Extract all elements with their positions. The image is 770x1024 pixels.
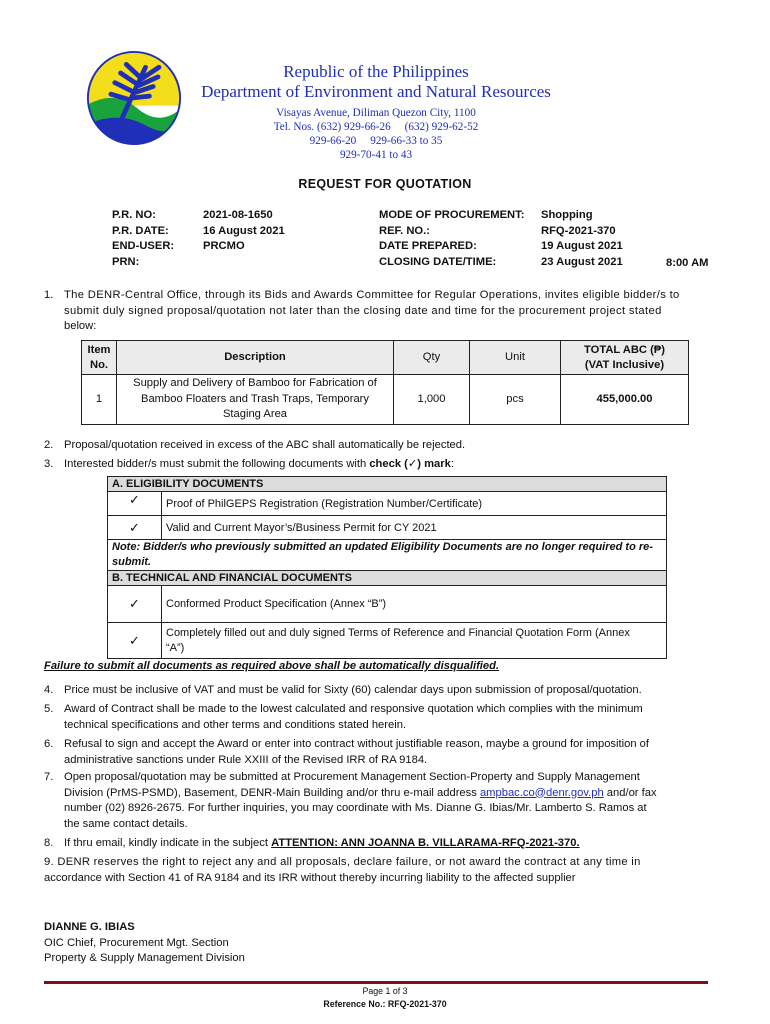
check-icon: ✓ (108, 516, 162, 540)
document-requirement (162, 623, 667, 659)
header-text: TOTAL ABC (₱) (584, 343, 665, 356)
table-row (108, 492, 667, 516)
prepared-label: DATE PREPARED: (379, 240, 477, 252)
paragraph-number: 5. (44, 703, 54, 715)
paragraph-6 (44, 737, 649, 768)
denr-logo-icon (86, 50, 182, 146)
paragraph-number: 6. (44, 738, 54, 750)
phone-line: 929-70-41 to 43 (339, 149, 413, 161)
paragraph-5 (44, 702, 643, 733)
pr-labels (112, 208, 174, 270)
col-unit-header: Unit (470, 341, 561, 375)
note-line: Note: Bidder/s who previously submitted an updated Eligibility Documents are no longer required to re- (112, 541, 653, 553)
paragraph-line: Refusal to sign and accept the Award or enter into contract without justifiable reason, maybe a ground for imposition of (64, 738, 649, 750)
col-item-header (82, 341, 117, 375)
pr-no-label: P.R. NO: (112, 209, 156, 221)
item-unit: pcs (470, 375, 561, 425)
paragraph-2 (44, 438, 465, 454)
document-requirement: Proof of PhilGEPS Registration (Registration Number/Certificate) (162, 492, 667, 516)
items-table (81, 340, 689, 425)
paragraph-9 (44, 855, 694, 886)
paragraph-text: Proposal/quotation received in excess of the ABC shall automatically be rejected. (64, 439, 466, 451)
republic-heading: Republic of the Philippines (283, 62, 469, 81)
paragraph-number: 2. (44, 439, 54, 451)
header-text: No. (89, 358, 109, 371)
table-row (82, 375, 689, 425)
eligibility-note (108, 540, 667, 571)
paragraph-line: administrative sanctions under Rule XXIII of the Revised IRR of RA 9184. (64, 753, 428, 766)
document-title: REQUEST FOR QUOTATION (298, 177, 472, 191)
check-icon: ✓ (108, 586, 162, 623)
section-a-row (108, 477, 667, 492)
description-line: Bamboo Floaters and Trash Traps, Temporary (141, 392, 369, 405)
mode-label: MODE OF PROCUREMENT: (379, 209, 525, 221)
text-span: If thru email, kindly indicate in the subject (64, 837, 272, 849)
document-requirement: Valid and Current Mayor’s/Business Permit for CY 2021 (162, 516, 667, 540)
page-footer (0, 985, 770, 1011)
footer-divider (44, 981, 708, 984)
signatory-title: OIC Chief, Procurement Mgt. Section (44, 936, 229, 949)
note-line: submit. (112, 556, 152, 568)
email-subject-instruction: ATTENTION: ANN JOANNA B. VILLARAMA-RFQ-2021-370. (271, 837, 580, 849)
paragraph-line: technical specifications and other terms and conditions stated herein. (64, 718, 407, 731)
section-b-row (108, 571, 667, 586)
text-span: Interested bidder/s must submit the following documents with (64, 458, 370, 470)
table-row (108, 623, 667, 659)
prepared-value: 19 August 2021 (541, 240, 623, 252)
paragraph-7 (44, 770, 657, 832)
description-line: Staging Area (222, 408, 288, 421)
paragraph-number: 7. (44, 771, 54, 783)
closing-time-value: 8:00 AM (666, 257, 709, 269)
text-span: and/or fax (603, 786, 657, 799)
end-user-value: PRCMO (203, 240, 245, 252)
paragraph-line: below: (64, 320, 97, 332)
pr-values (203, 208, 285, 255)
header-text: (VAT Inclusive) (584, 358, 665, 371)
text-span: Division (PrMS-PSMD), Basement, DENR-Main Building and/or thru e-mail address (64, 786, 477, 799)
signatory-name: DIANNE G. IBIAS (44, 921, 135, 933)
paragraph-text (64, 457, 454, 473)
paragraph-line: the same contact details. (64, 817, 188, 830)
technical-section-heading: B. TECHNICAL AND FINANCIAL DOCUMENTS (108, 571, 667, 586)
eligibility-section-heading: A. ELIGIBILITY DOCUMENTS (108, 477, 667, 492)
paragraph-4 (44, 683, 642, 699)
page-number: Page 1 of 3 (362, 986, 408, 996)
agency-header (190, 62, 562, 162)
paragraph-line: 9. DENR reserves the right to reject any and all proposals, declare failure, or not award the contract at any time in (44, 856, 641, 868)
mode-labels (379, 208, 524, 270)
paragraph-1 (44, 288, 680, 335)
signatory-block (44, 920, 245, 967)
paragraph-line (64, 786, 657, 802)
paragraph-number: 1. (44, 289, 54, 301)
paragraph-number: 8. (44, 837, 54, 849)
check-mark-emphasis: check (✓) mark (369, 458, 451, 470)
col-qty-header: Qty (394, 341, 470, 375)
end-user-label: END-USER: (112, 240, 175, 252)
paragraph-8 (44, 836, 580, 852)
table-row (108, 586, 667, 623)
signatory-division: Property & Supply Management Division (44, 952, 245, 964)
col-description-header: Description (117, 341, 394, 375)
item-abc: 455,000.00 (561, 375, 689, 425)
col-abc-header (561, 341, 689, 375)
note-row (108, 540, 667, 571)
requirement-line: “A”) (166, 641, 185, 654)
pr-date-label: P.R. DATE: (112, 224, 169, 237)
documents-table (107, 476, 667, 659)
mode-value: Shopping (541, 209, 593, 221)
check-icon: ✓ (108, 623, 162, 659)
email-link[interactable]: ampbac.co@denr.gov.ph (479, 786, 604, 799)
paragraph-line: number (02) 8926-2675. For further inquiries, you may coordinate with Ms. Dianne G. Ibias/Mr. Lamberto S. Ramos at (64, 802, 647, 814)
ref-value: RFQ-2021-370 (541, 224, 616, 237)
address-line: Visayas Avenue, Diliman Quezon City, 1100 (276, 107, 476, 119)
table-row (108, 516, 667, 540)
phone-line: Tel. Nos. (632) 929-66-26 (632) 929-62-52 (273, 121, 479, 133)
pr-no-value: 2021-08-1650 (203, 209, 273, 221)
item-qty: 1,000 (394, 375, 470, 425)
description-line: Supply and Delivery of Bamboo for Fabrication of (133, 377, 377, 390)
check-icon: ✓ (108, 492, 162, 516)
paragraph-line: Open proposal/quotation may be submitted at Procurement Management Section-Property and Supply Management (64, 771, 640, 783)
prn-label: PRN: (112, 255, 140, 268)
pr-date-value: 16 August 2021 (203, 224, 285, 237)
paragraph-3 (44, 457, 454, 473)
department-heading: Department of Environment and Natural Resources (201, 82, 551, 101)
paragraph-line: submit duly signed proposal/quotation not later than the closing date and time for the procurement project stated (64, 304, 662, 317)
failure-warning: Failure to submit all documents as required above shall be automatically disqualified. (44, 660, 500, 672)
closing-date-value: 23 August 2021 (541, 255, 623, 268)
header-text: Item (87, 343, 111, 356)
items-header-row (82, 341, 689, 375)
paragraph-number: 4. (44, 684, 54, 696)
item-description (117, 375, 394, 425)
item-number: 1 (82, 375, 117, 425)
document-requirement: Conformed Product Specification (Annex “B”) (162, 586, 667, 623)
text-span: : (450, 458, 454, 470)
paragraph-line: accordance with Section 41 of RA 9184 and its IRR without thereby incurring liability to the affected supplier (44, 871, 576, 884)
phone-line: 929-66-20 929-66-33 to 35 (309, 135, 443, 147)
mode-values (541, 208, 623, 270)
paragraph-number: 3. (44, 458, 54, 470)
ref-label: REF. NO.: (379, 224, 430, 237)
closing-label: CLOSING DATE/TIME: (379, 255, 497, 268)
paragraph-line: The DENR-Central Office, through its Bids and Awards Committee for Regular Operations, invites eligible bidder/s to (64, 289, 680, 301)
paragraph-text (64, 836, 580, 852)
requirement-line: Completely filled out and duly signed Terms of Reference and Financial Quotation Form (Annex (166, 626, 630, 639)
footer-reference: Reference No.: RFQ-2021-370 (323, 999, 447, 1009)
paragraph-line: Award of Contract shall be made to the lowest calculated and responsive quotation which complies with the minimum (64, 703, 643, 715)
paragraph-text: Price must be inclusive of VAT and must be valid for Sixty (60) calendar days upon submission of proposal/quotation. (64, 684, 642, 696)
